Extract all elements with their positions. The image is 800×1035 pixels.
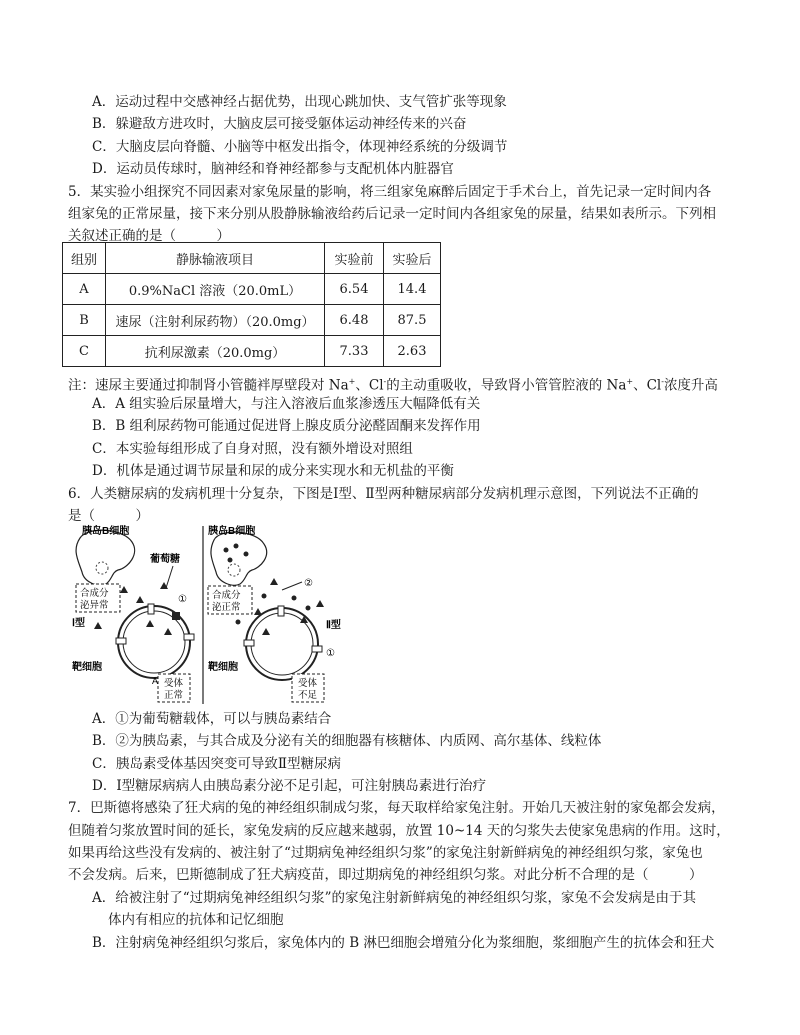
receptor — [312, 646, 322, 652]
secretion-normal-line2: 泌正常 — [212, 602, 241, 613]
receptor-normal-line1: 受体 — [164, 678, 184, 689]
table-cell: 14.4 — [384, 274, 441, 305]
glucose-triangle — [146, 620, 154, 627]
glucose-triangle — [254, 608, 262, 615]
superscript: - — [383, 377, 387, 386]
q5-option-d: D．机体是通过调节尿量和尿的成分来实现水和无机盐的平衡 — [92, 463, 454, 479]
note-text: 注：速尿主要通过抑制肾小管髓袢厚壁段对 Na — [68, 377, 349, 394]
mark-2: ② — [304, 578, 313, 589]
q5-data-table — [62, 242, 441, 367]
q6-option-d: D．Ⅰ型糖尿病病人由胰岛素分泌不足引起，可注射胰岛素进行治疗 — [92, 778, 487, 794]
q6-stem-line-1: 6．人类糖尿病的发病机理十分复杂，下图是Ⅰ型、Ⅱ型两种糖尿病部分发病机理示意图，下列说法不正确的 — [68, 486, 699, 502]
insulin-dot — [224, 548, 229, 553]
q7-stem-line-4: 不会发病。后来，巴斯德制成了狂犬病疫苗，即过期病兔的神经组织匀浆。对此分析不合理的是（ ） — [68, 867, 703, 883]
glucose-triangle — [164, 628, 172, 635]
mark-1-right: ① — [326, 648, 335, 659]
type2-label: Ⅱ型 — [326, 620, 341, 631]
note-text: 的主动重吸收，导致肾小管管腔液的 Na — [386, 377, 627, 394]
q4-option-c: C．大脑皮层向脊髓、小脑等中枢发出指令，体现神经系统的分级调节 — [92, 139, 508, 155]
table-header-cell: 静脉输液项目 — [106, 243, 325, 274]
q7-option-b: B．注射病兔神经组织匀浆后，家兔体内的 B 淋巴细胞会增殖分化为浆细胞，浆细胞产生的抗体会和狂犬 — [92, 935, 715, 951]
table-header-cell: 实验前 — [325, 243, 384, 274]
glucose-label: 葡萄糖 — [150, 554, 180, 565]
secretion-normal-line1: 合成分 — [212, 590, 241, 601]
insulin-dot — [228, 558, 233, 563]
insulin-dot — [306, 606, 311, 611]
q7-stem-line-2: 但随着匀浆放置时间的延长，家兔发病的反应越来越弱，放置 10~14 天的匀浆失去使家兔患病的作用。这时， — [68, 823, 730, 839]
table-cell: 6.54 — [325, 274, 384, 305]
note-text: 浓度升高 — [663, 377, 718, 394]
q5-option-a: A．A 组实验后尿量增大，与注入溶液后血浆渗透压大幅降低有关 — [92, 396, 481, 412]
table-cell: 6.48 — [325, 305, 384, 336]
q5-option-c: C．本实验每组形成了自身对照，没有额外增设对照组 — [92, 441, 413, 457]
q5-note — [68, 372, 738, 396]
secretion-abnormal-line2: 泌异常 — [80, 600, 109, 611]
insulin-dot — [292, 596, 297, 601]
receptor — [148, 604, 154, 614]
table-cell: 87.5 — [384, 305, 441, 336]
mark-a: A — [152, 676, 159, 686]
mark-1-left: ① — [178, 594, 187, 605]
secretion-abnormal-line1: 合成分 — [80, 588, 109, 599]
q6-option-b: B．②为胰岛素，与其合成及分泌有关的细胞器有核糖体、内质网、高尔基体、线粒体 — [92, 733, 602, 749]
q6-stem-line-2: 是（ ） — [68, 508, 149, 524]
insulin-dot — [244, 552, 249, 557]
q5-option-b: B．B 组利尿药物可能通过促进肾上腺皮质分泌醛固酮来发挥作用 — [92, 418, 481, 434]
table-row — [63, 305, 441, 336]
q7-stem-line-1: 7．巴斯德将感染了狂犬病的兔的神经组织制成匀浆，每天取样给家兔注射。开始几天被注射的家兔都会发病， — [68, 800, 725, 816]
table-row — [63, 274, 441, 305]
table-cell: 2.63 — [384, 336, 441, 367]
note-text: 、Cl — [355, 377, 384, 394]
q7-option-a-cont: 体内有相应的抗体和记忆细胞 — [108, 912, 284, 928]
insulin-dot — [236, 620, 241, 625]
target-cell-right — [246, 608, 318, 680]
q4-option-b: B．躲避敌方进攻时，大脑皮层可接受躯体运动神经传来的兴奋 — [92, 116, 467, 132]
left-title: 胰岛B细胞 — [82, 526, 130, 537]
table-header-row — [63, 243, 441, 274]
table-cell: 7.33 — [325, 336, 384, 367]
q4-option-a: A．运动过程中交感神经占据优势，出现心跳加快、支气管扩张等现象 — [92, 94, 507, 110]
receptor-insufficient-line1: 受体 — [298, 678, 318, 689]
islet-b-cell-left — [76, 530, 135, 585]
glucose-triangle — [94, 622, 102, 629]
note-text: 、Cl — [633, 377, 662, 394]
mark-2-pointer — [282, 582, 302, 590]
right-title: 胰岛B细胞 — [208, 526, 256, 537]
diabetes-mechanism-diagram — [68, 524, 368, 706]
islet-b-cell-right — [211, 532, 267, 585]
table-cell: 抗利尿激素（20.0mg） — [106, 336, 325, 367]
receptor-normal-line2: 正常 — [164, 690, 184, 701]
insulin-dot — [234, 544, 239, 549]
superscript: - — [661, 377, 664, 386]
table-cell: 0.9%NaCl 溶液（20.0mL） — [106, 274, 325, 305]
type1-label: Ⅰ型 — [72, 618, 85, 629]
receptor — [278, 606, 284, 616]
q5-stem-line-1: 5．某实验小组探究不同因素对家兔尿量的影响，将三组家兔麻醉后固定于手术台上，首先记录一定时间内各 — [68, 184, 712, 200]
glucose-triangle — [316, 600, 324, 607]
table-row — [63, 336, 441, 367]
target-cell-label-left: 靶细胞 — [72, 662, 102, 673]
receptor-insufficient-line2: 不足 — [298, 690, 318, 701]
target-cell-label-right: 靶细胞 — [208, 662, 238, 673]
glucose-triangle — [120, 586, 128, 593]
q7-stem-line-3: 如果再给这些没有发病的、被注射了“过期病兔神经组织匀浆”的家兔注射新鲜病兔的神经组织匀浆，家兔也 — [68, 845, 703, 861]
table-header-cell: 实验后 — [384, 243, 441, 274]
receptor — [244, 640, 254, 646]
carrier — [172, 612, 180, 620]
table-cell: A — [63, 274, 106, 305]
glucose-triangle — [270, 578, 278, 585]
glucose-triangle — [262, 628, 270, 635]
glucose-triangle — [136, 596, 144, 603]
q4-option-d: D．运动员传球时，脑神经和脊神经都参与支配机体内脏器官 — [92, 161, 454, 177]
superscript: + — [348, 377, 356, 386]
superscript: + — [626, 377, 634, 386]
table-cell: 速尿（注射利尿药物）（20.0mg） — [106, 305, 325, 336]
table-cell: B — [63, 305, 106, 336]
receptor — [116, 638, 126, 644]
q5-stem-line-2: 组家兔的正常尿量，接下来分别从股静脉输液给药后记录一定时间内各组家兔的尿量，结果如表所示。下列相 — [68, 206, 716, 222]
target-cell-left-inner — [123, 611, 185, 673]
q7-option-a: A．给被注射了“过期病兔神经组织匀浆”的家兔注射新鲜病兔的神经组织匀浆，家兔不会发病是由于其 — [92, 890, 697, 906]
table-header-cell: 组别 — [63, 243, 106, 274]
table-cell: C — [63, 336, 106, 367]
q5-stem-line-3: 关叙述正确的是（ ） — [68, 228, 230, 244]
q6-option-c: C．胰岛素受体基因突变可导致Ⅱ型糖尿病 — [92, 756, 342, 772]
q6-option-a: A．①为葡萄糖载体，可以与胰岛素结合 — [92, 711, 332, 727]
glucose-pointer — [166, 566, 173, 588]
receptor — [184, 634, 194, 640]
insulin-dot — [262, 594, 267, 599]
